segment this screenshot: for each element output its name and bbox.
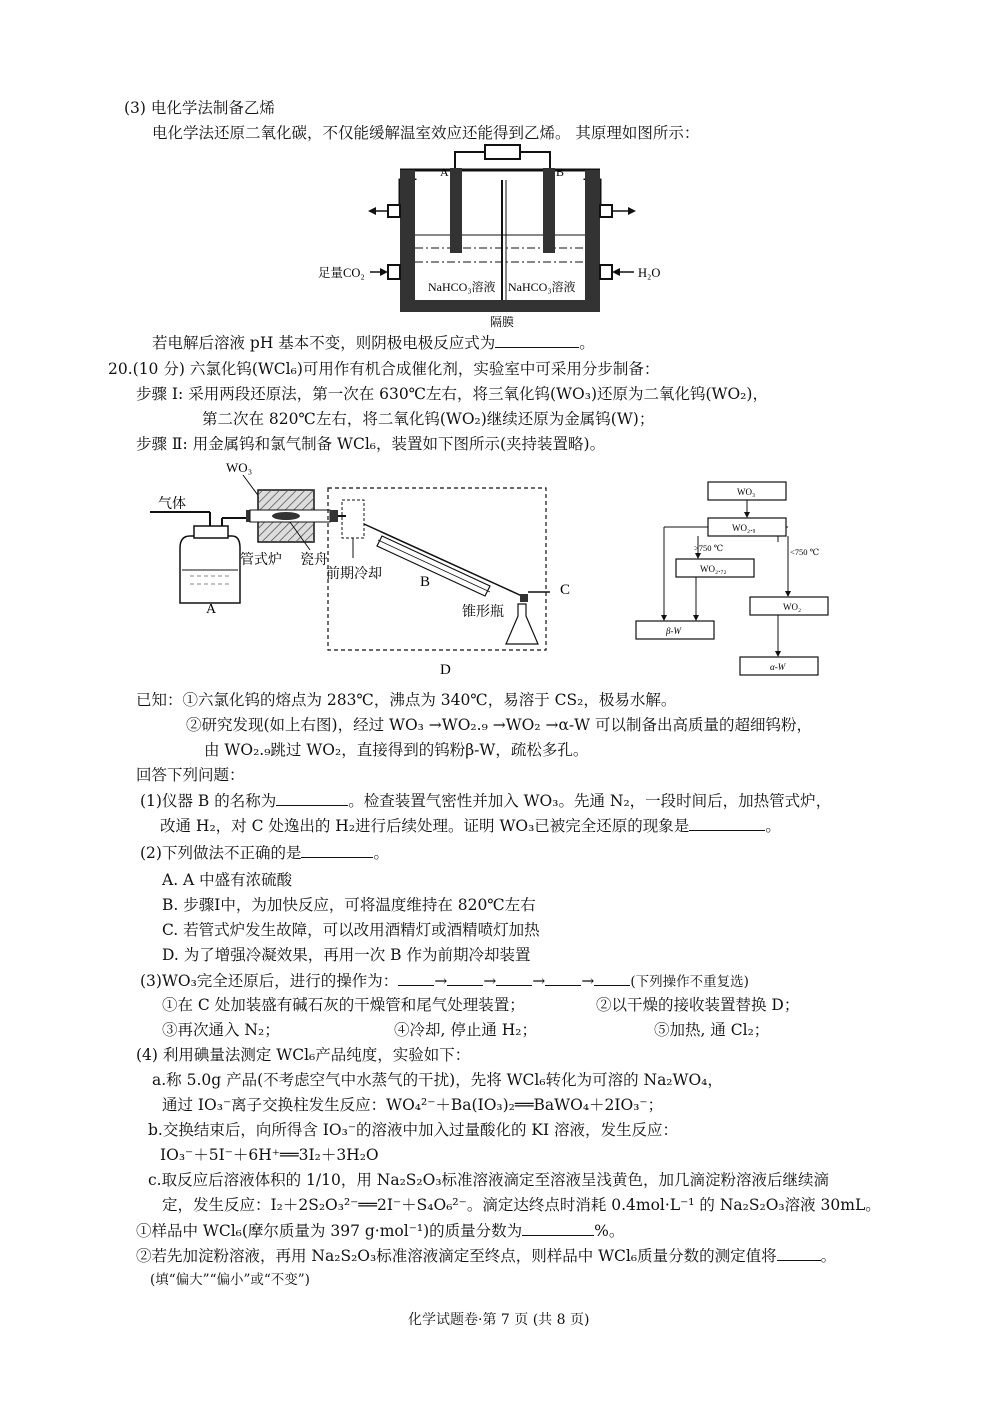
q4q2-note: (填“偏大”“偏小”或“不变”) bbox=[150, 1272, 310, 1288]
option-b: B. 步骤Ⅰ中，为加快反应，可将温度维持在 820℃左右 bbox=[162, 896, 536, 914]
part3-intro: 电化学法还原二氧化碳，不仅能缓解温室效应还能得到乙烯。 其原理如图所示： bbox=[152, 124, 700, 142]
step1-b: 第二次在 820℃左右，将二氧化钨(WO₂)继续还原为金属钨(W)； bbox=[202, 410, 655, 428]
q4q1: ①样品中 WCl₆(摩尔质量为 397 g·mol⁻¹)的质量分数为 %。 bbox=[136, 1222, 625, 1240]
boat bbox=[272, 512, 300, 520]
right-solution: NaHCO₃溶液 bbox=[508, 280, 576, 294]
option-a: A. A 中盛有浓硫酸 bbox=[162, 871, 293, 889]
q4b1: b.交换结束后，向所得含 IO₃⁻的溶液中加入过量酸化的 KI 溶液，发生反应： bbox=[148, 1121, 679, 1139]
precool-label: 前期冷却 bbox=[326, 567, 382, 582]
q2: (2)下列做法不正确的是 。 bbox=[140, 844, 389, 862]
q2-blank[interactable] bbox=[301, 842, 373, 858]
q3-blank-2[interactable] bbox=[447, 970, 483, 986]
gas-label: 气体 bbox=[158, 497, 186, 512]
flow-wo29: WO₂.₉ bbox=[732, 523, 756, 533]
q3: (3)WO₃完全还原后，进行的操作为： → → → → (下列操作不重复选) bbox=[140, 972, 749, 990]
furnace-label: 管式炉 bbox=[240, 553, 282, 568]
electrolysis-diagram bbox=[300, 140, 700, 330]
q1-blank-1[interactable] bbox=[276, 790, 348, 806]
step2: 步骤 Ⅱ: 用金属钨和氯气制备 WCl₆，装置如下图所示(夹持装置略)。 bbox=[136, 435, 606, 453]
part3-heading: (3) 电化学法制备乙烯 bbox=[124, 99, 275, 117]
ops5: ⑤加热, 通 Cl₂； bbox=[654, 1021, 770, 1039]
electrode-a bbox=[450, 168, 462, 253]
ops4: ④冷却, 停止通 H₂； bbox=[394, 1021, 538, 1039]
h2o-label: H₂O bbox=[638, 266, 661, 280]
label-b-apparatus: B bbox=[420, 574, 431, 590]
q1-line1: (1)仪器 B 的名称为 。检查装置气密性并加入 WO₃。先通 N₂，一段时间后，加热管式炉， bbox=[140, 792, 832, 810]
flow-wo272: WO₂.₇₂ bbox=[700, 564, 727, 574]
wo3-label: WO₃ bbox=[226, 460, 253, 475]
flowchart bbox=[628, 478, 848, 680]
q4a2: 通过 IO₃⁻离子交换柱发生反应：WO₄²⁻＋Ba(IO₃)₂══BaWO₄＋2IO₃⁻； bbox=[162, 1096, 664, 1114]
flow-alpha: α-W bbox=[770, 662, 786, 672]
flow-beta: β-W bbox=[666, 626, 681, 636]
boat-label: 瓷舟 bbox=[300, 553, 328, 568]
q4b2: IO₃⁻＋5I⁻＋6H⁺══3I₂＋3H₂O bbox=[160, 1146, 379, 1164]
label-a: A bbox=[440, 165, 449, 179]
q4-blank-2[interactable] bbox=[777, 1245, 821, 1261]
answer-blank[interactable] bbox=[495, 332, 579, 348]
step1-a: 步骤 Ⅰ: 采用两段还原法，第一次在 630℃左右，将三氧化钨(WO₃)还原为二氧化钨(WO₂)， bbox=[136, 385, 768, 403]
flow-wo3: WO₃ bbox=[737, 487, 756, 497]
q1-blank-2[interactable] bbox=[689, 815, 765, 831]
label-a-apparatus: A bbox=[206, 602, 217, 617]
label-b: B bbox=[556, 165, 565, 179]
q3-blank-4[interactable] bbox=[545, 970, 581, 986]
left-solution: NaHCO₃溶液 bbox=[428, 280, 496, 294]
electrode-b bbox=[543, 168, 555, 253]
label-d: D bbox=[440, 662, 451, 678]
co2-label: 足量CO₂ bbox=[318, 266, 365, 280]
known2: ②研究发现(如上右图)，经过 WO₃ →WO₂.₉ →WO₂ →α-W 可以制备出高质量的超细钨粉， bbox=[186, 716, 813, 734]
q4q2: ②若先加淀粉溶液，再用 Na₂S₂O₃标准溶液滴定至终点，则样品中 WCl₆质量分数的测定值将 。 bbox=[136, 1247, 837, 1265]
q4c1: c.取反应后溶液体积的 1/10，用 Na₂S₂O₃标准溶液滴定至溶液呈浅黄色，加几滴淀粉溶液后继续滴 bbox=[148, 1171, 830, 1189]
q3-blank-1[interactable] bbox=[398, 970, 434, 986]
q4c2: 定，发生反应：I₂＋2S₂O₃²⁻══2I⁻＋S₄O₆²⁻。滴定达终点时消耗 0.4mol·L⁻¹ 的 Na₂S₂O₃溶液 30mL。 bbox=[162, 1196, 881, 1214]
q1-line2: 改通 H₂，对 C 处逸出的 H₂进行后续处理。证明 WO₃已被完全还原的现象是 。 bbox=[160, 817, 781, 835]
q20-title: 20.(10 分) 六氯化钨(WCl₆)可用作有机合成催化剂，实验室中可采用分步制备： bbox=[108, 360, 660, 378]
flask bbox=[506, 604, 538, 644]
q4-blank-1[interactable] bbox=[522, 1220, 594, 1236]
ops2: ②以干燥的接收装置替换 D； bbox=[596, 996, 800, 1014]
option-c: C. 若管式炉发生故障，可以改用酒精灯或酒精喷灯加热 bbox=[162, 921, 540, 939]
page-footer: 化学试题卷·第 7 页 (共 8 页) bbox=[408, 1312, 590, 1328]
answer-header: 回答下列问题： bbox=[136, 766, 245, 784]
option-d: D. 为了增强冷凝效果，再用一次 B 作为前期冷却装置 bbox=[162, 946, 531, 964]
label-c: C bbox=[560, 582, 571, 598]
q4a1: a.称 5.0g 产品(不考虑空气中水蒸气的干扰)，先将 WCl₆转化为可溶的 Na₂WO₄， bbox=[152, 1071, 723, 1089]
flow-lt750: <750 ℃ bbox=[790, 547, 820, 557]
flow-wo2: WO₂ bbox=[783, 602, 802, 612]
ops1: ①在 C 处加装盛有碱石灰的干燥管和尾气处理装置； bbox=[162, 996, 525, 1014]
part3-question: 若电解后溶液 pH 基本不变，则阴极电极反应式为 。 bbox=[152, 334, 595, 352]
q3-blank-5[interactable] bbox=[594, 970, 630, 986]
flask-label: 锥形瓶 bbox=[462, 605, 504, 620]
resistor bbox=[485, 145, 520, 159]
ops3: ③再次通入 N₂； bbox=[162, 1021, 280, 1039]
known1: 已知：①六氯化钨的熔点为 283℃，沸点为 340℃，易溶于 CS₂，极易水解。 bbox=[136, 691, 677, 709]
flow-gt750: >750 ℃ bbox=[694, 543, 724, 553]
known3: 由 WO₂.₉跳过 WO₂，直接得到的钨粉β-W，疏松多孔。 bbox=[204, 741, 589, 759]
q3-blank-3[interactable] bbox=[496, 970, 532, 986]
apparatus-diagram bbox=[150, 458, 590, 680]
membrane-label: 隔膜 bbox=[490, 315, 515, 329]
q4: (4) 利用碘量法测定 WCl₆产品纯度，实验如下： bbox=[136, 1046, 471, 1064]
